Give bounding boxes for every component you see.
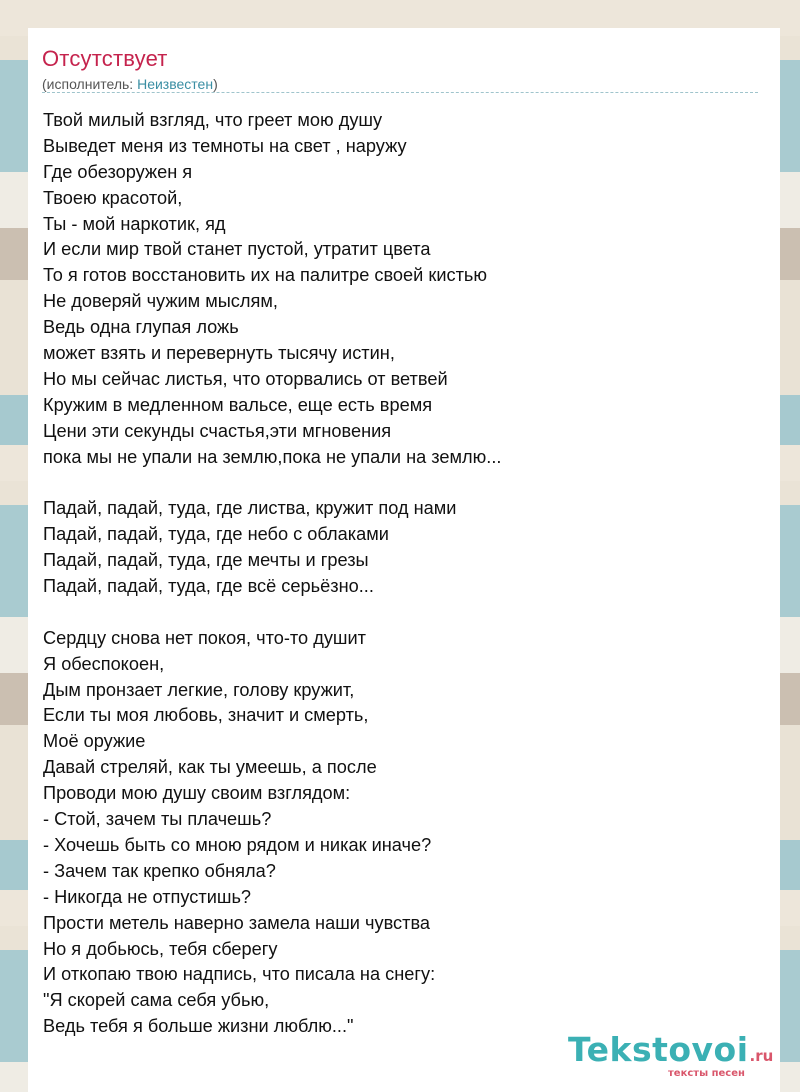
title-divider [42,92,758,93]
lyrics-line: Падай, падай, туда, где всё серьёзно... [43,576,374,597]
performer-line [42,76,218,92]
site-logo[interactable] [568,1030,774,1079]
lyrics-line: Проводи мою душу своим взглядом: [43,783,351,804]
performer-link[interactable]: Неизвестен [137,76,214,92]
lyrics-line: Давай стреляй, как ты умеешь, а после [43,757,377,778]
lyrics-line: Дым пронзает легкие, голову кружит, [43,679,355,700]
lyrics-line: Ты - мой наркотик, яд [43,213,226,234]
lyrics-line: Падай, падай, туда, где мечты и грезы [43,550,369,571]
lyrics-line: И откопаю твою надпись, что писала на снегу: [43,964,436,985]
lyrics-line: Падай, падай, туда, где листва, кружит под нами [43,498,457,519]
lyrics-line: "Я скорей сама себя убью, [43,990,270,1011]
lyrics-line: - Стой, зачем ты плачешь? [43,809,272,830]
lyrics-line: Ведь тебя я больше жизни люблю..." [43,1016,354,1037]
lyrics-line: То я готов восстановить их на палитре своей кистью [43,265,488,286]
performer-suffix: ) [213,76,218,92]
lyrics-blank-line [43,470,763,496]
lyrics-line: Твоею красотой, [43,187,183,208]
lyrics-card [28,28,780,1092]
performer-prefix: (исполнитель: [42,76,138,92]
lyrics-line: Если ты моя любовь, значит и смерть, [43,705,369,726]
lyrics-line: Сердцу снова нет покоя, что-то душит [43,627,366,648]
lyrics-line: Цени эти секунды счастья,эти мгновения [43,420,392,441]
lyrics-line: Выведет меня из темноты на свет , наружу [43,135,407,156]
lyrics-line: Прости метель наверно замела наши чувства [43,912,431,933]
logo-tld: .ru [749,1047,774,1065]
lyrics-line: Но я добьюсь, тебя сберегу [43,938,278,959]
lyrics-blank-line [43,600,763,626]
song-title: Отсутствует [42,46,168,71]
logo-tagline: тексты песен [668,1068,745,1079]
lyrics-line: Но мы сейчас листья, что оторвались от ветвей [43,368,448,389]
lyrics-line: Где обезоружен я [43,161,193,182]
lyrics-line: Твой милый взгляд, что греет мою душу [43,110,383,130]
lyrics-line: Моё оружие [43,731,146,752]
lyrics-body [43,108,763,1040]
lyrics-line: - Хочешь быть со мною рядом и никак иначе? [43,834,432,855]
logo-name: Tekstovoi [568,1030,749,1069]
lyrics-line: Я обеспокоен, [43,653,165,674]
lyrics-line: Не доверяй чужим мыслям, [43,291,278,312]
lyrics-line: - Зачем так крепко обняла? [43,860,276,881]
lyrics-line: Падай, падай, туда, где небо с облаками [43,524,389,545]
lyrics-line: Ведь одна глупая ложь [43,317,239,338]
lyrics-line: И если мир твой станет пустой, утратит цвета [43,239,431,260]
lyrics-line: пока мы не упали на землю,пока не упали на землю... [43,446,502,467]
lyrics-line: может взять и перевернуть тысячу истин, [43,343,395,364]
lyrics-line: - Никогда не отпустишь? [43,886,252,907]
lyrics-line: Кружим в медленном вальсе, еще есть время [43,394,433,415]
